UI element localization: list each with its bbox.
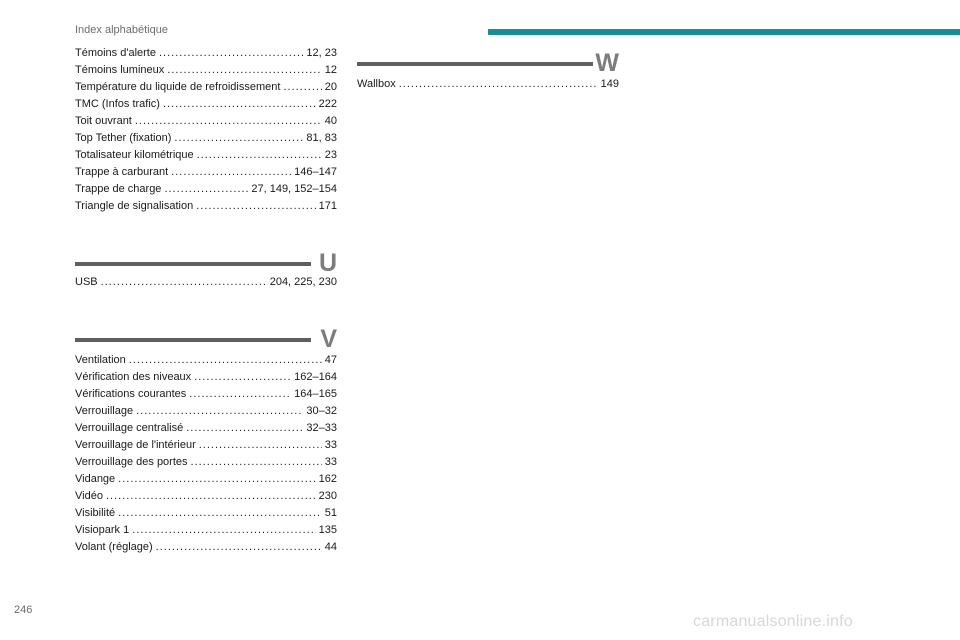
index-entry-pages: 135 (318, 524, 337, 536)
dot-leader (159, 45, 303, 62)
index-entry-term: Trappe de charge (75, 183, 162, 195)
index-entry (75, 181, 337, 198)
index-entry (75, 454, 337, 471)
dot-leader (167, 62, 321, 79)
dot-leader (106, 488, 316, 505)
index-entry-term: Top Tether (fixation) (75, 132, 172, 144)
index-entry-pages: 81, 83 (306, 132, 337, 144)
index-entry (75, 352, 337, 369)
watermark-text: carmanualsonline.info (693, 613, 853, 630)
section-rule-u (75, 262, 311, 266)
index-entry-term: Témoins d'alerte (75, 47, 156, 59)
index-entry-term: USB (75, 276, 98, 288)
index-entry-pages: 164–165 (294, 388, 337, 400)
dot-leader (399, 76, 598, 93)
section-header-v (75, 316, 337, 352)
index-entry-pages: 20 (324, 81, 337, 93)
index-entry-pages: 47 (324, 354, 337, 366)
index-entry-term: Vérification des niveaux (75, 371, 192, 383)
dot-leader (196, 198, 315, 215)
index-entry (75, 62, 337, 79)
index-entry (75, 274, 337, 291)
index-entry-pages: 12, 23 (306, 47, 337, 59)
index-entry (75, 198, 337, 215)
index-entry-term: Toit ouvrant (75, 115, 132, 127)
index-entry (75, 113, 337, 130)
section-rule-w (357, 62, 593, 66)
dot-leader (136, 403, 303, 420)
w-entries-block (357, 76, 619, 93)
index-entry-term: Témoins lumineux (75, 64, 165, 76)
dot-leader (135, 113, 322, 130)
index-entry (75, 79, 337, 96)
index-entry-pages: 44 (324, 541, 337, 553)
t-entries-block (75, 45, 337, 215)
page-header-title: Index alphabétique (75, 24, 168, 36)
index-entry-pages: 12 (324, 64, 337, 76)
t-entries-list (75, 45, 337, 215)
dot-leader (199, 437, 322, 454)
index-entry (75, 147, 337, 164)
index-entry (75, 96, 337, 113)
index-entry-term: Vérifications courantes (75, 388, 187, 400)
index-entry-pages: 32–33 (306, 422, 337, 434)
dot-leader (101, 274, 267, 291)
index-entry-term: Température du liquide de refroidissement (75, 81, 281, 93)
u-entries-block (75, 274, 337, 291)
dot-leader (191, 454, 322, 471)
dot-leader (189, 386, 291, 403)
index-entry-term: Volant (réglage) (75, 541, 153, 553)
section-header-u (75, 240, 337, 276)
dot-leader (156, 539, 322, 556)
index-entry-pages: 171 (318, 200, 337, 212)
dot-leader (283, 79, 321, 96)
index-entry (75, 45, 337, 62)
index-entry-term: Trappe à carburant (75, 166, 169, 178)
index-entry-pages: 33 (324, 439, 337, 451)
index-entry-pages: 51 (324, 507, 337, 519)
index-entry (75, 130, 337, 147)
index-entry (75, 437, 337, 454)
index-entry (75, 539, 337, 556)
dot-leader (118, 505, 322, 522)
dot-leader (197, 147, 322, 164)
index-entry-pages: 149 (600, 78, 619, 90)
dot-leader (171, 164, 291, 181)
index-entry-term: Triangle de signalisation (75, 200, 194, 212)
index-entry-pages: 204, 225, 230 (269, 276, 337, 288)
index-entry-pages: 146–147 (294, 166, 337, 178)
index-entry-term: Wallbox (357, 78, 396, 90)
index-entry (75, 471, 337, 488)
index-entry-term: Verrouillage centralisé (75, 422, 184, 434)
index-entry (357, 76, 619, 93)
dot-leader (132, 522, 315, 539)
index-entry (75, 403, 337, 420)
dot-leader (129, 352, 322, 369)
section-letter-v: V (320, 325, 337, 353)
index-entry (75, 505, 337, 522)
index-entry-term: Ventilation (75, 354, 126, 366)
index-entry-pages: 222 (318, 98, 337, 110)
index-entry-term: TMC (Infos trafic) (75, 98, 160, 110)
index-entry (75, 488, 337, 505)
index-entry (75, 164, 337, 181)
index-entry-pages: 162 (318, 473, 337, 485)
index-entry-pages: 230 (318, 490, 337, 502)
dot-leader (174, 130, 303, 147)
index-entry-pages: 162–164 (294, 371, 337, 383)
index-entry-term: Verrouillage des portes (75, 456, 188, 468)
dot-leader (118, 471, 315, 488)
v-entries-list (75, 352, 337, 556)
index-entry-pages: 33 (324, 456, 337, 468)
index-entry (75, 369, 337, 386)
index-entry-term: Vidéo (75, 490, 103, 502)
index-entry-pages: 23 (324, 149, 337, 161)
u-entries-list (75, 274, 337, 291)
index-entry-term: Visiopark 1 (75, 524, 130, 536)
index-entry-term: Vidange (75, 473, 116, 485)
index-entry-term: Verrouillage (75, 405, 134, 417)
dot-leader (163, 96, 316, 113)
index-entry-term: Totalisateur kilométrique (75, 149, 194, 161)
w-entries-list (357, 76, 619, 93)
index-entry (75, 386, 337, 403)
index-entry-pages: 27, 149, 152–154 (251, 183, 337, 195)
section-letter-u: U (318, 249, 337, 277)
section-header-w (357, 40, 619, 76)
index-entry (75, 420, 337, 437)
index-entry-pages: 40 (324, 115, 337, 127)
dot-leader (194, 369, 291, 386)
index-entry-term: Verrouillage de l'intérieur (75, 439, 196, 451)
index-entry-term: Visibilité (75, 507, 116, 519)
index-entry (75, 522, 337, 539)
section-letter-w: W (595, 49, 619, 77)
index-entry-pages: 30–32 (306, 405, 337, 417)
v-entries-block (75, 352, 337, 556)
section-rule-v (75, 338, 311, 342)
header-accent-bar (488, 29, 960, 35)
dot-leader (164, 181, 248, 198)
dot-leader (186, 420, 303, 437)
page-number: 246 (14, 604, 33, 616)
